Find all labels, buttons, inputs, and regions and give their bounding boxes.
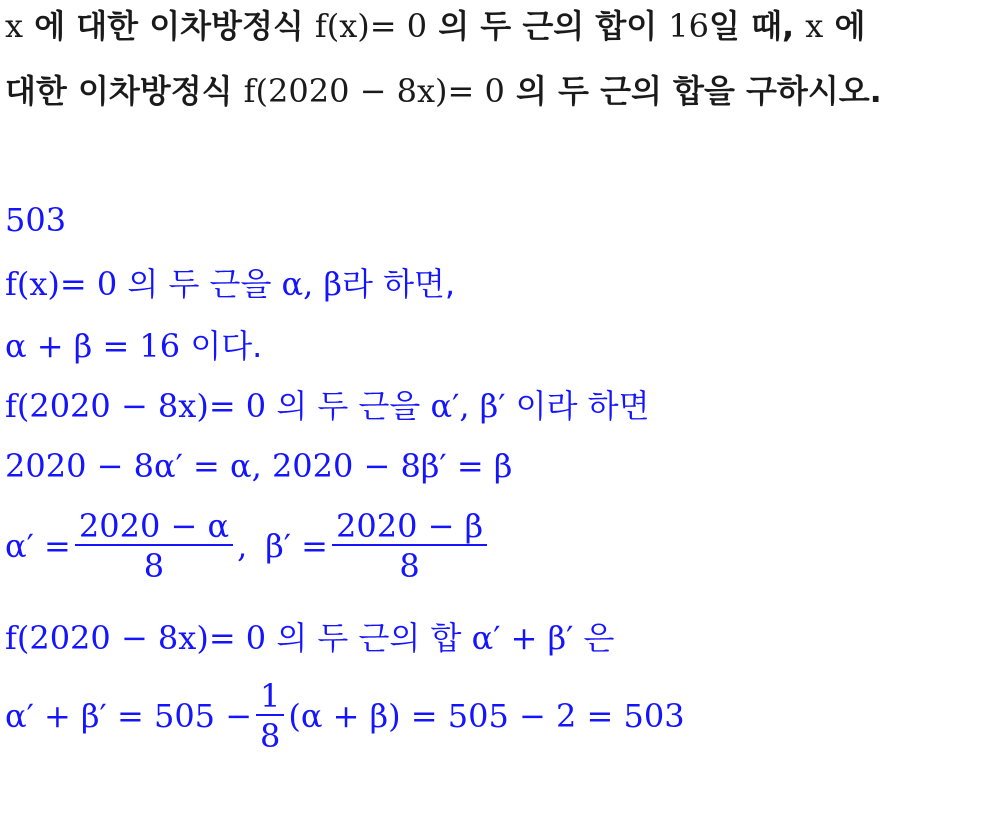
math-variable: x xyxy=(5,7,24,45)
question-text-segment: 에 대한 이차방정식 xyxy=(23,7,315,45)
math-variable: x xyxy=(805,7,824,45)
solution-line-2 xyxy=(5,327,263,365)
solution-line-5 xyxy=(5,507,491,585)
math-expression: α′, β′ xyxy=(430,387,506,425)
solution-text-segment: 라 하면, xyxy=(342,265,456,303)
math-expression: f(x)= 0 xyxy=(5,265,118,303)
math-expression: (α + β) = 505 − 2 = 503 xyxy=(288,697,685,735)
question-text-segment: 의 두 근의 합이 xyxy=(427,7,669,45)
question-text-segment: 대한 이차방정식 xyxy=(5,72,244,110)
question-line-2 xyxy=(5,72,882,110)
solution-text-segment: 이라 하면 xyxy=(505,387,650,425)
separator: , xyxy=(237,527,248,565)
fraction xyxy=(256,677,284,755)
fraction xyxy=(75,507,233,585)
fraction-equation xyxy=(5,507,491,585)
solution-text-segment: 의 두 근을 xyxy=(117,265,282,303)
fraction-numerator: 2020 − α xyxy=(75,510,233,546)
math-expression: α′ + β′ = 505 − xyxy=(5,697,253,735)
solution-line-1 xyxy=(5,265,456,303)
math-expression: α′ = xyxy=(5,527,71,565)
math-expression: f(x)= 0 xyxy=(314,7,428,45)
fraction-equation xyxy=(5,677,685,755)
question-text-segment: 에 xyxy=(823,7,866,45)
question-text-segment: 의 두 근의 합을 구하시오. xyxy=(504,72,882,110)
question-line-1 xyxy=(5,7,866,45)
solution-line-6 xyxy=(5,619,615,657)
solution-text-segment: 이다. xyxy=(180,327,263,365)
question-text-segment: 일 때, xyxy=(709,7,806,45)
final-answer: 503 xyxy=(5,201,67,239)
fraction xyxy=(332,507,487,585)
fraction-numerator: 2020 − β xyxy=(332,510,487,546)
math-expression: β′ = xyxy=(265,527,328,565)
solution-line-3 xyxy=(5,387,650,425)
math-number: 16 xyxy=(668,7,710,45)
math-expression: f(2020 − 8x)= 0 xyxy=(243,72,505,110)
math-expression: f(2020 − 8x)= 0 xyxy=(5,387,267,425)
fraction-numerator: 1 xyxy=(256,680,284,716)
math-expression: α′ + β′ xyxy=(471,619,574,657)
solution-line-4 xyxy=(5,447,513,485)
math-expression: α + β = 16 xyxy=(5,327,181,365)
solution-text-segment: 의 두 근의 합 xyxy=(266,619,472,657)
fraction-denominator: 8 xyxy=(260,717,281,755)
solution-text-segment: 은 xyxy=(573,619,615,657)
fraction-denominator: 8 xyxy=(143,547,165,585)
math-expression: 2020 − 8α′ = α, 2020 − 8β′ = β xyxy=(5,447,513,485)
solution-line-7 xyxy=(5,677,685,755)
solution-text-segment: 의 두 근을 xyxy=(266,387,431,425)
fraction-denominator: 8 xyxy=(399,547,420,585)
math-expression: α, β xyxy=(281,265,342,303)
math-expression: f(2020 − 8x)= 0 xyxy=(5,619,267,657)
